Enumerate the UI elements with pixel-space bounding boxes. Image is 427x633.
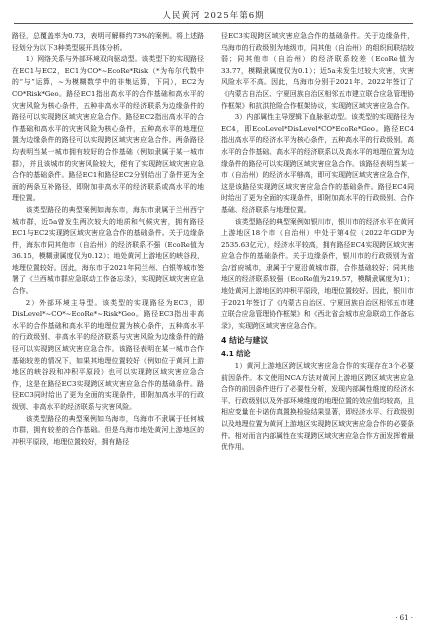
body-paragraph: 该类型路径的典型案例如海东市，海东市隶属于兰州西宁城市群，近5a曾发生两次较大的地质和气候灾害，拥有路径EC1与EC2实现跨区域灾害应急合作的基础条件。关于边缘条件，海东市同其他市（自治州）的经济联系不强（EcoRe值为36.15，模糊隶属度仅为0.12）；地处黄河上游地区的峡谷段，地理位置较好。因此，海东市于2021年同兰州、白银等城市签署了《兰西城市群应急联动工作备忘录》，实现跨区域灾害应急合作。 bbox=[12, 205, 204, 296]
body-paragraph: 2）外部环境主导型。该类型的实现路径为EC3，即DisLevel*~CO*~EcoRe*~Risk*Geo。路径EC3指出非高水平的合作基础和高水平的地理位置为核心条件，五种高水平的行政级别、非高水平的经济联系与灾害风险为边缘条件的路径可以实现跨区域灾害应急合作。该路径表明在某一城市合作基础较差的情况下，如果其地理位置较好（例如位于黄河上游地区的峡谷段和冲积平原段）也可以实现跨区域灾害应急合作，这是在路径EC3实现跨区域灾害应急合作的基础条件。路径EC3同时给出了更为全面的实现条件，即附加高水平的行政级别、非高水平的经济联系与灾害风险。 bbox=[12, 298, 204, 411]
body-paragraph: 1）网络关系与外部环境双向驱动型。该类型下的实现路径在EC1与EC2，EC1为CO*~EcoRe*Risk（*为布尔代数中的“与”运算，~为模糊数学中的非集运算，下同），EC2为CO*Risk*Geo。路径EC1指出高水平的合作基础和高水平的灾害风险为核心条件，五种非高水平的经济联系为边缘条件的路径可以实现跨区域灾害应急合作。路径EC2指出高水平的合作基础和高水平的灾害风险为核心条件，五种高水平的地理位置为边缘条件的路径可以实现跨区域灾害应急合作。两条路径均表明当某一城市拥有较好的合作基础（例如隶属于某一城市群），并且该城市的灾害风险较大，便有了实现跨区域灾害应急合作的基础条件。路径EC1和路径EC2分别给出了条件更为全面的两条互补路径，即附加非高水平的经济联系或高水平的地理位置。 bbox=[12, 55, 204, 203]
body-paragraph: 3）内部属性主导逻辑下血脉驱动型。该类型的实现路径为EC4，即EcoLevel*DisLevel*CO*EcoRe*Geo。路径EC4指出高水平的经济水平为核心条件，五种高水平的行政级别、高水平的合作基础、高水平的经济联系以及高水平的地理位置为边缘条件的路径可以实现跨区域灾害应急合作。该路径表明当某一市（自治州）的经济水平够高，即可实现跨区域灾害应急合作，这是该路径实现跨区域灾害应急合作的基础条件。路径EC4同时给出了更为全面的实现条件，即附加高水平的行政级别、合作基础、经济联系与地理位置。 bbox=[221, 113, 414, 214]
left-text-column bbox=[12, 31, 204, 448]
body-paragraph: 1）黄河上游地区跨区域灾害应急合作的实现存在3个必要前因条件。本文使用NCA方法对黄河上游地区跨区域灾害应急合作的前因条件进行了必要性分析，发现内部属性维度的经济水平、行政级别以及外部环境维度的地理位置的效应值均较高，且相应变量在卡诺仿真置换检验结果显著，即经济水平、行政级别以及地理位置为黄河上游地区实现跨区域灾害应急合作的必要条件。相对而言内部属性在实现跨区域灾害应急合作方面发挥着最优作用。 bbox=[221, 362, 414, 452]
body-paragraph: 径EC3实现跨区域灾害应急合作的基础条件。关于边缘条件，乌海市的行政级别为地级市，同其他（自治州）的组织间联结较弱；同其他市（自治州）的经济联系较差（EcoRe值为33.77，模糊隶属度仅为0.1）；近5a未发生过较大灾害，灾害风险水平不高。因此，乌海市分别于2021年、2022年签订了《内蒙古自治区、宁夏回族自治区相邻五市建立联合应急管理协作框架》和抗洪抢险合作框架协议，实现跨区域灾害应急合作。 bbox=[221, 32, 414, 110]
journal-header-title: 人民黄河 2025年第6期 bbox=[162, 11, 265, 21]
header-rule bbox=[14, 23, 413, 24]
running-header bbox=[0, 0, 427, 26]
section-heading: 4 结论与建议 bbox=[221, 336, 269, 346]
body-paragraph: 路径，总覆盖率为0.73，表明可解释约73%的案例。将上述路径划分为以下3种类型展开具体分析。 bbox=[12, 32, 204, 52]
page-number: · 61 · bbox=[395, 614, 413, 622]
right-text-column bbox=[221, 31, 414, 454]
body-paragraph: 该类型路径的典型案例如银川市，银川市的经济水平在黄河上游地区18个市（自治州）中处于第4位（2022年GDP为2535.63亿元），经济水平较高，拥有路径EC4实现跨区域灾害应急合作的基础条件。关于边缘条件，银川市的行政级别为省会/首府城市，隶属于宁夏沿黄城市群，合作基础较好；同其他地区的经济联系较强（EcoRe值为219.57，模糊隶属度为1）；地处黄河上游地区的冲积平原段，地理位置较好。因此，银川市于2021年签订了《内蒙古自治区、宁夏回族自治区相邻五市建立联合应急管理协作框架》和《西北省会城市应急联动工作备忘录》，实现跨区域灾害应急合作。 bbox=[221, 217, 414, 330]
subsection-heading: 4.1 结论 bbox=[221, 349, 251, 359]
body-paragraph: 该类型路径的典型案例如乌海市，乌海市不隶属于任何城市群，拥有较差的合作基础。但是乌海市地处黄河上游地区的冲积平原段，地理位置较好，拥有路径 bbox=[12, 414, 204, 446]
